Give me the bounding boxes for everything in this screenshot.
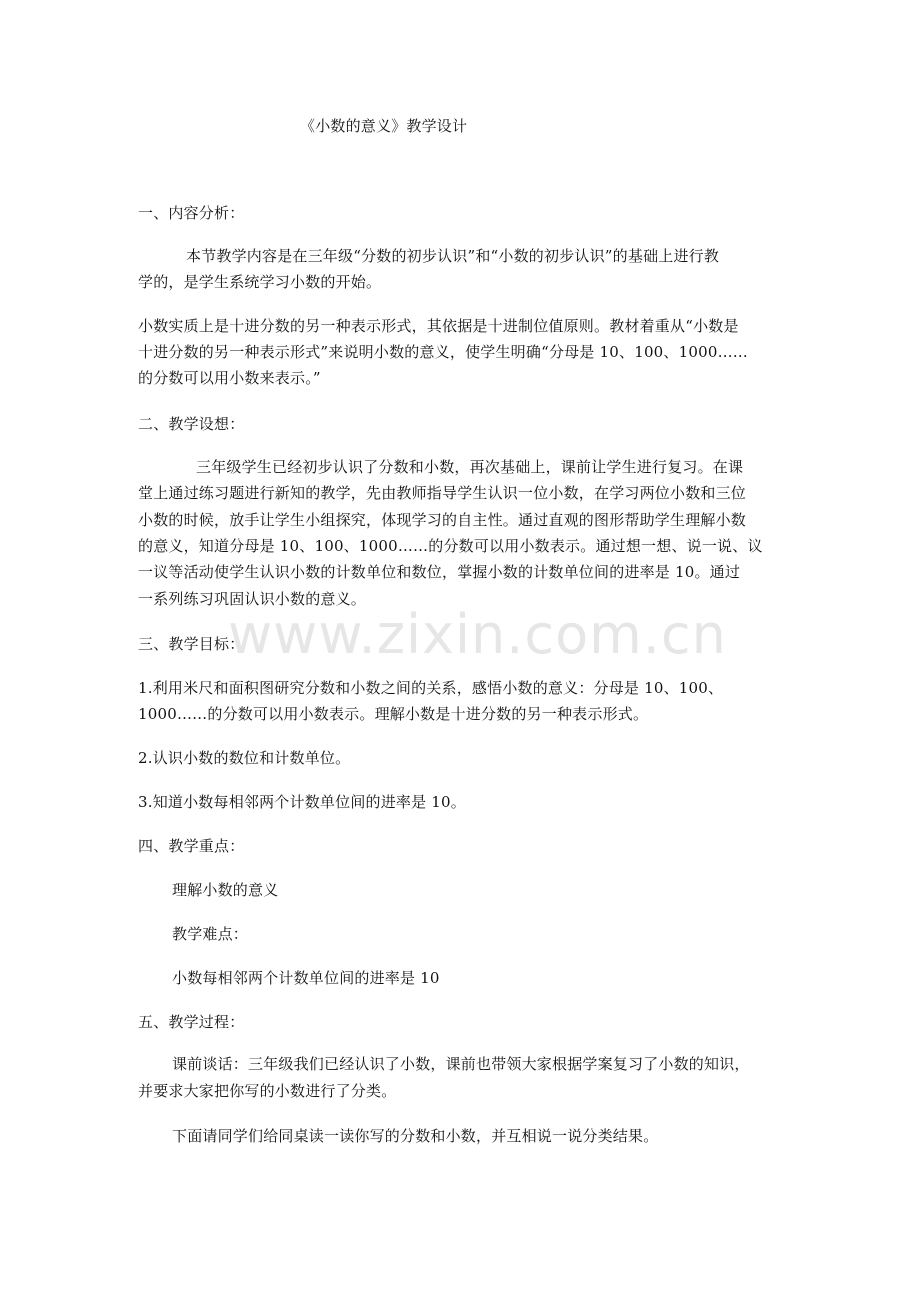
- paragraph-line: 本节教学内容是在三年级“分数的初步认识”和“小数的初步认识”的基础上进行教: [186, 247, 720, 265]
- paragraph-line: 课前谈话：三年级我们已经认识了小数，课前也带领大家根据学案复习了小数的知识，: [172, 1055, 750, 1073]
- paragraph-line: 并要求大家把你写的小数进行了分类。: [138, 1082, 397, 1100]
- paragraph-line: 的分数可以用小数来表示。”: [138, 369, 321, 387]
- paragraph-line: 下面请同学们给同桌读一读你写的分数和小数，并互相说一说分类结果。: [172, 1127, 659, 1145]
- difficulty-heading: 教学难点：: [172, 925, 249, 943]
- difficulty-text: 小数每相邻两个计数单位间的进率是 10: [172, 969, 440, 987]
- paragraph-line: 一议等活动使学生认识小数的计数单位和数位，掌握小数的计数单位间的进率是 10。通过: [138, 563, 741, 581]
- key-point-text: 理解小数的意义: [172, 881, 279, 899]
- paragraph-line: 十进分数的另一种表示形式”来说明小数的意义，使学生明确“分母是 10、100、1000……: [138, 343, 748, 361]
- section-heading-content-analysis: 一、内容分析：: [138, 204, 245, 222]
- section-heading-teaching-goals: 三、教学目标：: [138, 635, 245, 653]
- document-title: 《小数的意义》教学设计: [300, 117, 468, 135]
- paragraph-line: 三年级学生已经初步认识了分数和小数，再次基础上，课前让学生进行复习。在课: [196, 458, 744, 476]
- watermark: www.zixin.com.cn: [228, 603, 727, 666]
- section-heading-key-points: 四、教学重点：: [138, 837, 245, 855]
- goal-item: 1.利用米尺和面积图研究分数和小数之间的关系，感悟小数的意义：分母是 10、100、: [138, 679, 724, 697]
- paragraph-line: 小数实质上是十进分数的另一种表示形式，其依据是十进制位值原则。教材着重从“小数是: [138, 317, 739, 335]
- paragraph-line: 堂上通过练习题进行新知的教学，先由教师指导学生认识一位小数，在学习两位小数和三位: [138, 484, 747, 502]
- goal-item: 2.认识小数的数位和计数单位。: [138, 749, 351, 767]
- section-heading-teaching-idea: 二、教学设想：: [138, 415, 245, 433]
- paragraph-line: 小数的时候，放手让学生小组探究，体现学习的自主性。通过直观的图形帮助学生理解小数: [138, 511, 747, 529]
- goal-item: 3.知道小数每相邻两个计数单位间的进率是 10。: [138, 793, 466, 811]
- goal-item-continued: 1000……的分数可以用小数表示。理解小数是十进分数的另一种表示形式。: [138, 705, 649, 723]
- paragraph-line: 的意义，知道分母是 10、100、1000……的分数可以用小数表示。通过想一想、说一说、议: [138, 537, 763, 555]
- section-heading-teaching-process: 五、教学过程：: [138, 1013, 245, 1031]
- paragraph-line: 一系列练习巩固认识小数的意义。: [138, 590, 367, 608]
- paragraph-line: 学的，是学生系统学习小数的开始。: [138, 273, 382, 291]
